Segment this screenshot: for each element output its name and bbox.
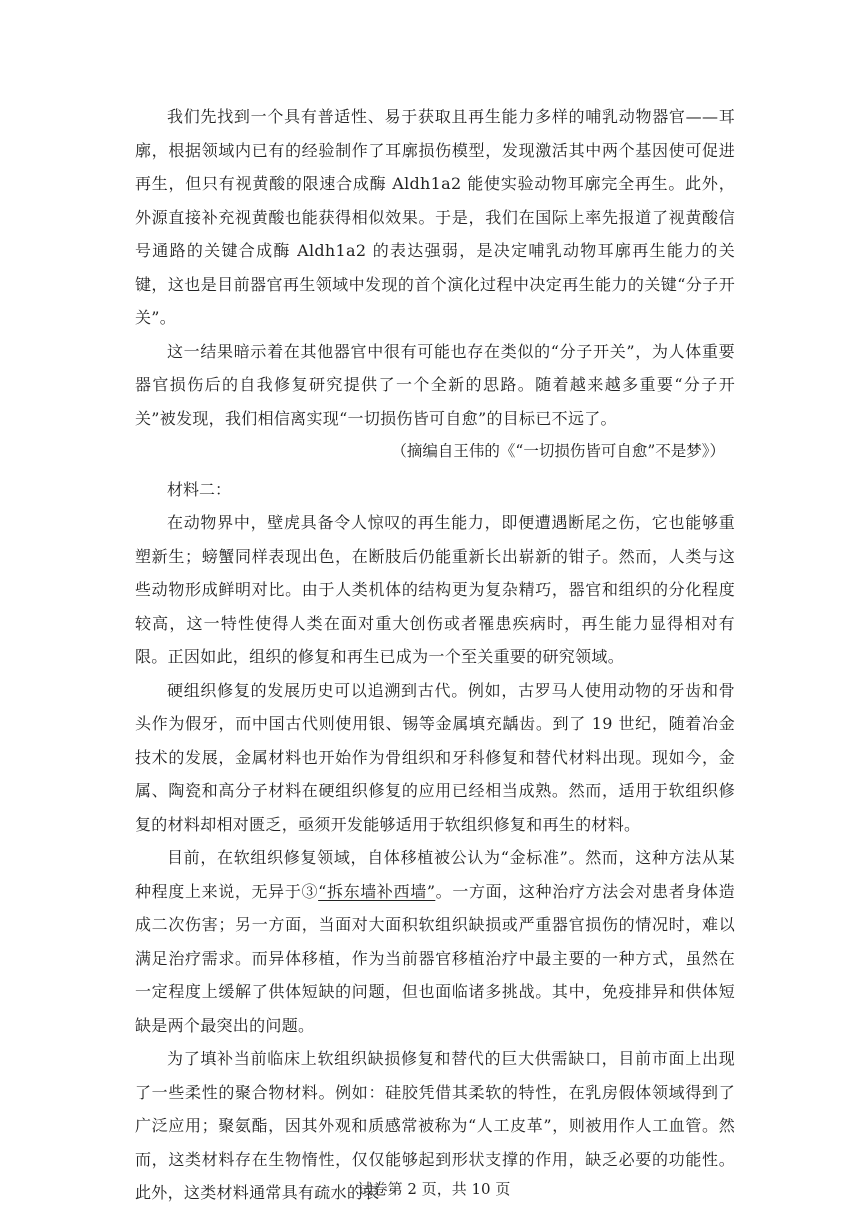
paragraph-with-underline	[135, 841, 735, 1042]
underlined-phrase: “拆东墙补西墙”	[318, 881, 436, 901]
paragraph-text: 目前，在软组织修复领域，自体移植被公认为“金标准”。然而，这种方法从某种程度上来说，无异于③	[135, 848, 735, 901]
paragraph: 为了填补当前临床上软组织缺损修复和替代的巨大供需缺口，目前市面上出现了一些柔性的聚合物材料。例如：硅胶凭借其柔软的特性，在乳房假体领域得到了广泛应用；聚氨酯，因其外观和质感常被称为“人工皮革”，则被用作人工血管。然而，这类材料存在生物惰性，仅仅能够起到形状支撑的作用，缺乏必要的功能性。此外，这类材料通常具有疏水的表	[135, 1049, 735, 1202]
source-citation: （摘编自王伟的《“一切损伤皆可自愈”不是梦》）	[391, 442, 725, 460]
paragraph-text: 。一方面，这种治疗方法会对患者身体造成二次伤害；另一方面，当面对大面积软组织缺损或严重器官损伤的情况时，难以满足治疗需求。而异体移植，作为当前器官移植治疗中最主要的一种方式，虽然在一定程度上缓解了供体短缺的问题，但也面临诸多挑战。其中，免疫排异和供体短缺是两个最突出的问题。	[135, 881, 735, 1035]
document-page	[135, 100, 735, 1210]
section-heading: 材料二：	[167, 479, 232, 499]
paragraph: 这一结果暗示着在其他器官中很有可能也存在类似的“分子开关”，为人体重要器官损伤后的自我修复研究提供了一个全新的思路。随着越来越多重要“分子开关”被发现，我们相信离实现“一切损伤皆可自愈”的目标已不远了。	[135, 341, 735, 428]
paragraph: 在动物界中，壁虎具备令人惊叹的再生能力，即便遭遇断尾之伤，它也能够重塑新生；螃蟹同样表现出色，在断肢后仍能重新长出崭新的钳子。然而，人类与这些动物形成鲜明对比。由于人类机体的结构更为复杂精巧，器官和组织的分化程度较高，这一特性使得人类在面对重大创伤或者罹患疾病时，再生能力显得相对有限。正因如此，组织的修复和再生已成为一个至关重要的研究领域。	[135, 513, 735, 666]
page-footer: 试卷第 2 页，共 10 页	[357, 1180, 511, 1198]
paragraph: 硬组织修复的发展历史可以追溯到古代。例如，古罗马人使用动物的牙齿和骨头作为假牙，而中国古代则使用银、锡等金属填充龋齿。到了 19 世纪，随着冶金技术的发展，金属材料也开始作为骨组织和牙科修复和替代材料出现。现如今，金属、陶瓷和高分子材料在硬组织修复的应用已经相当成熟。然而，适用于软组织修复的材料却相对匮乏，亟须开发能够适用于软组织修复和再生的材料。	[135, 680, 735, 834]
paragraph: 我们先找到一个具有普适性、易于获取且再生能力多样的哺乳动物器官——耳廓，根据领域内已有的经验制作了耳廓损伤模型，发现激活其中两个基因使可促进再生，但只有视黄酸的限速合成酶 Aldh1a2 能使实验动物耳廓完全再生。此外，外源直接补充视黄酸也能获得相似效果。于是，我们在国际上率先报道了视黄酸信号通路的关键合成酶 Aldh1a2 的表达强弱，是决定哺乳动物耳廓再生能力的关键，这也是目前器官再生领域中发现的首个演化过程中决定再生能力的关键“分子开关”。	[135, 107, 735, 327]
